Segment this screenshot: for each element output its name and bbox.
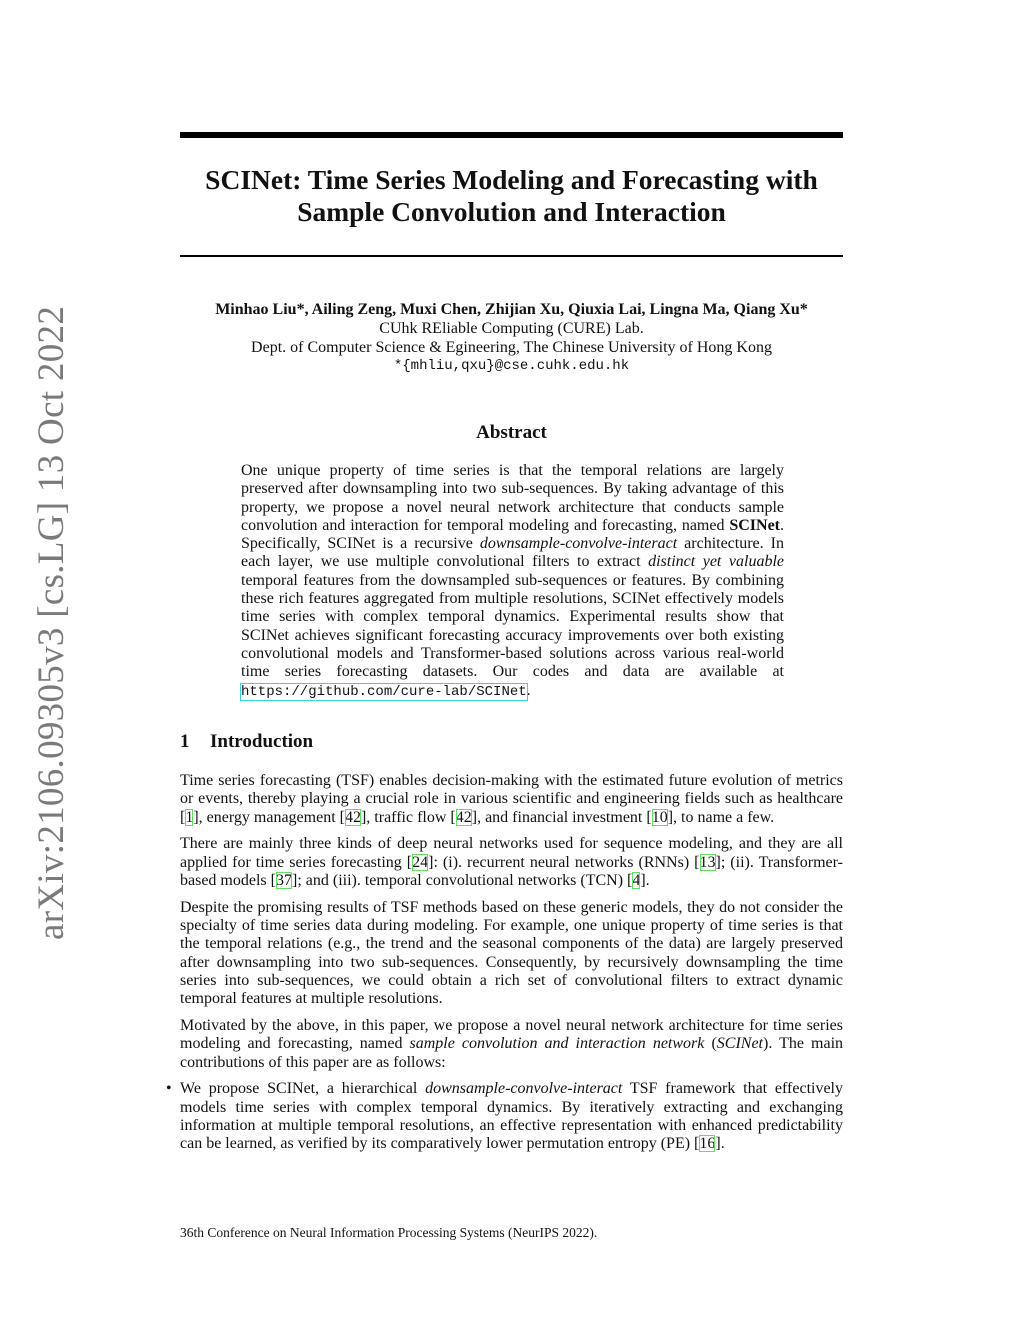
section-heading [180,731,313,753]
citation-link[interactable]: 10 [651,808,668,826]
abstract-scinet: SCINet [729,516,780,534]
arxiv-stamp: arXiv:2106.09305v3 [cs.LG] 13 Oct 2022 [31,305,72,940]
paragraph [180,1017,843,1072]
citation-link[interactable]: 16 [699,1135,716,1153]
text: ], and financial investment [ [471,808,652,826]
citation-link[interactable]: 42 [344,808,361,826]
italic-text: SCINet [716,1035,763,1053]
author-names: Minhao Liu*, Ailing Zeng, Muxi Chen, Zhijian Xu, Qiuxia Lai, Lingna Ma, Qiang Xu* [215,301,808,318]
citation-link[interactable]: 1 [185,808,194,826]
abstract-text-2: . Specifically, SCINet is a recursive [241,516,784,553]
citation-link[interactable]: 42 [455,808,472,826]
abstract-italic-1: downsample-convolve-interact [479,535,678,553]
text: There are mainly three kinds of deep neural networks used for sequence modeling, and they are all applied for time series forecasting [ [180,835,843,871]
citation-link[interactable]: 13 [699,853,716,871]
text: ( [711,1035,717,1053]
author-block [140,300,883,376]
text: TSF framework that effectively models time series with complex temporal dynamics. By iteratively extracting and exchanging information at multiple temporal resolutions, an effective representation with enhanced predictability can be learned, as verified by its comparatively lower permutation entropy (PE) [ [180,1080,844,1153]
text: We propose SCINet, a hierarchical [180,1080,418,1098]
citation-link[interactable]: 24 [412,853,429,871]
italic-text: sample convolution and interaction network [409,1035,705,1053]
abstract-text-1: One unique property of time series is that the temporal relations are largely preserved after downsampling into two sub-sequences. By taking advantage of this property, we propose a novel neural network architecture that conducts sample convolution and interaction for temporal modeling and forecasting, named [241,462,784,534]
abstract-text-4: temporal features from the downsampled sub-sequences or features. By combining these rich features aggregated from multiple resolutions, SCINet effectively models time series with complex temporal dynamics. Experimental results show that SCINet achieves significant forecasting accuracy improvements over both existing convolutional models and Transformer-based solutions across various real-world time series forecasting datasets. Our codes and data are available at [241,571,784,681]
author-email: *{mhliu,qxu}@cse.cuhk.edu.hk [393,358,630,374]
section-number: 1 [180,731,190,752]
title-top-rule [180,132,843,138]
abstract-text-3: architecture. In each layer, we use multiple convolutional filters to extract [241,535,784,571]
text: ]; and (iii). temporal convolutional networks (TCN) [ [291,871,633,889]
section-title: Introduction [210,731,314,752]
text: ]; (ii). Transformer-based models [ [180,853,843,889]
abstract-end: . [526,681,531,699]
text: ], energy management [ [193,808,345,826]
abstract-text [241,462,784,701]
abstract-heading: Abstract [476,422,547,443]
citation-link[interactable]: 4 [632,871,641,889]
text: ]. [715,1135,725,1153]
title-bottom-rule [180,255,843,257]
paper-title: SCINet: Time Series Modeling and Forecasting with Sample Convolution and Interaction [205,164,818,227]
text: Time series forecasting (TSF) enables decision-making with the estimated future evolution of metrics or events, thereby playing a crucial role in various scientific and engineering fields such as healthcare [ [180,772,843,826]
paragraph [180,772,843,827]
text: ). The main contributions of this paper are as follows: [180,1035,844,1071]
conference-footer: 36th Conference on Neural Information Processing Systems (NeurIPS 2022). [180,1225,598,1240]
author-lab: CUhk REliable Computing (CURE) Lab. [379,320,644,337]
text: ]. [640,871,650,889]
italic-text: downsample-convolve-interact [425,1080,623,1098]
text: Motivated by the above, in this paper, we propose a novel neural network architecture for time series modeling and forecasting, named [180,1017,843,1053]
text: ], traffic flow [ [360,808,456,826]
paragraph: Despite the promising results of TSF methods based on these generic models, they do not consider the specialty of time series data during modeling. For example, one unique property of time series is that the temporal relations (e.g., the trend and the seasonal components of the data) are largely preserved after downsampling into two sub-sequences. Consequently, by recursively downsampling the time series into sub-sequences, we could obtain a rich set of convolutional filters to extract dynamic temporal features at multiple resolutions. [180,898,843,1008]
bullet-icon: • [166,1080,172,1098]
citation-link[interactable]: 37 [275,871,292,889]
author-dept: Dept. of Computer Science & Egineering, The Chinese University of Hong Kong [251,339,772,356]
list-item [166,1080,844,1153]
paragraph [180,835,843,890]
intro-body [166,772,844,1162]
github-link[interactable]: https://github.com/cure-lab/SCINet [241,683,527,700]
text: ]: (i). recurrent neural networks (RNNs) [ [428,853,700,871]
abstract-italic-2: distinct yet valuable [648,553,785,571]
text: ], to name a few. [667,808,775,826]
